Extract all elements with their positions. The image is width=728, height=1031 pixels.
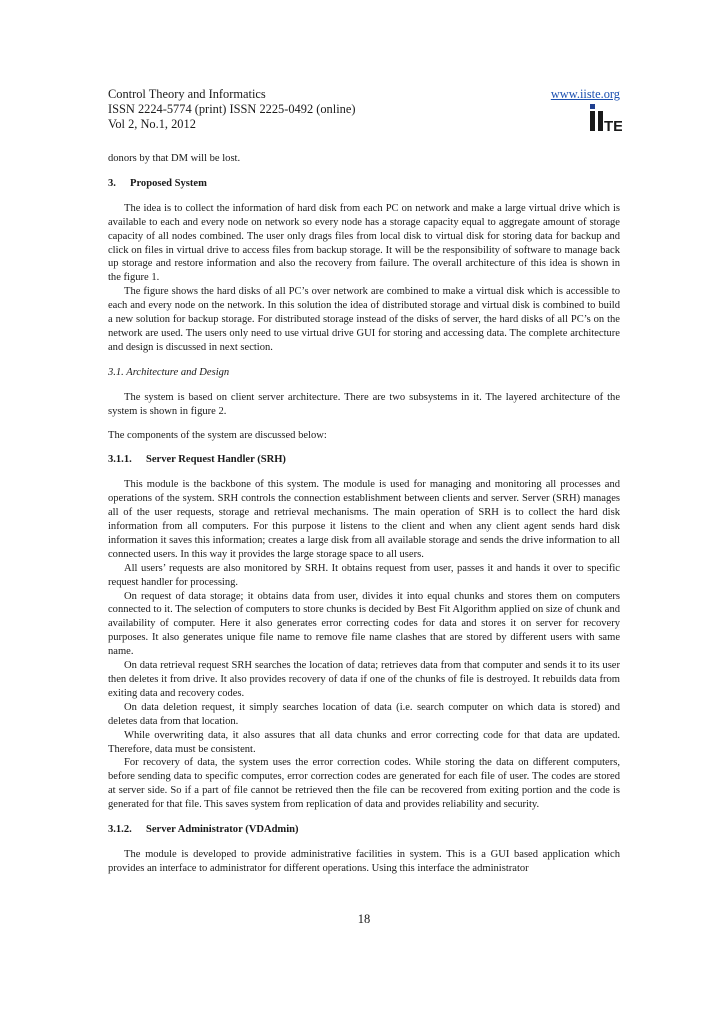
paragraph: While overwriting data, it also assures that all data chunks and error correcting code for that data are updated. Therefore, data must be consistent. [108, 729, 620, 755]
intro-line: donors by that DM will be lost. [108, 153, 241, 164]
issn-line: ISSN 2224-5774 (print) ISSN 2225-0492 (online) [108, 102, 356, 116]
subsection-heading: 3.1. Architecture and Design [108, 366, 230, 378]
paragraph: For recovery of data, the system uses the error correction codes. While storing the data on different computers, before sending data to specific computes, error correction codes are generated for each file of user. The codes are stored at server side. So if a part of file cannot be retrieved then the file can be recovered from exiting portion and the code is generated for that file. This saves system from replication of data and provides reliability and security. [108, 757, 620, 811]
journal-name: Control Theory and Informatics [108, 87, 266, 101]
paragraph: The idea is to collect the information of hard disk from each PC on network and make a large virtual drive which is available to each and every node on network so every node has a storage capacity equal to aggregate amount of storage capacity of all nodes combined. The user only drags files from local disk to virtual disk for storing data for backup and click on files in virtual drive to access files from backup storage. It will be the responsibility of software to manage back up storage and restore information and also the recovery from failure. The overall architecture of this idea is shown in the figure 1. [108, 202, 620, 284]
paragraph: The components of the system are discussed below: [108, 429, 327, 441]
website-link[interactable]: www.iiste.org [550, 87, 620, 101]
paragraph: The system is based on client server architecture. There are two subsystems in it. The layered architecture of the system is shown in figure 2. [108, 391, 620, 417]
paragraph: This module is the backbone of this system. The module is used for managing and monitoring all processes and operations of the system. SRH controls the connection establishment between clients and server. Server (SRH) manages all of the user requests, storage and retrieval mechanisms. The main operation of SRH is to collect the hard disk information from all computers. For this purpose it listens to the client and when any client agent sends hard disk information it saves this information; creates a large disk from all available storage and sends the drive information to all connected users. In this way it provides the large storage space to all users. [108, 479, 620, 560]
svg-text:TE: TE [604, 118, 622, 132]
section-heading [108, 177, 620, 191]
section-title: Proposed System [130, 177, 207, 189]
paragraph: On request of data storage; it obtains data from user, divides it into equal chunks and stores them on computers connected to it. The selection of computers to store chunks is decided by Best Fit Algorithm applied on size of chunk and availability of computer. Here it also generates error correcting codes for data and stores it on server for recovery purposes. It also generates unique file name to remove file name clashes that are stored by different users with same name. [108, 590, 620, 658]
iiste-logo [588, 104, 622, 132]
paragraph: On data deletion request, it simply searches location of data (i.e. search computer on which data is stored) and deletes data from that location. [108, 701, 620, 727]
paragraph: On data retrieval request SRH searches the location of data; retrieves data from that computer and sends it to its user then deletes it from drive. It also provides recovery of data if one of the chunks of file is destroyed. It rebuilds data from exiting data and recovery codes. [108, 660, 620, 699]
volume-line: Vol 2, No.1, 2012 [108, 117, 196, 131]
section-number: 3. [108, 177, 116, 189]
subsubsection-heading [108, 823, 620, 837]
body-text [108, 152, 620, 876]
paragraph: All users’ requests are also monitored by SRH. It obtains request from user, passes it and hands it over to specific request handler for processing. [108, 562, 620, 588]
subsubsection-title: Server Request Handler (SRH) [146, 454, 286, 466]
subsubsection-title: Server Administrator (VDAdmin) [146, 824, 299, 836]
paragraph: The module is developed to provide administrative facilities in system. This is a GUI based application which provides an interface to administrator for different operations. Using this interface the administrator [108, 848, 620, 874]
subsubsection-number: 3.1.1. [108, 454, 132, 466]
page-number: 18 [357, 912, 371, 926]
subsubsection-heading [108, 453, 620, 467]
subsubsection-number: 3.1.2. [108, 824, 132, 836]
paragraph: The figure shows the hard disks of all PC’s over network are combined to make a virtual disk which is accessible to each and every node on the network. In this solution the idea of distributed storage and virtual disk is combined to build a new solution for backup storage. For distributed storage instead of the disks of server, the hard disks of all PC’s on the network are used. The users only need to use virtual drive GUI for storing and accessing data. The complete architecture and design is discussed in next section. [108, 286, 620, 353]
